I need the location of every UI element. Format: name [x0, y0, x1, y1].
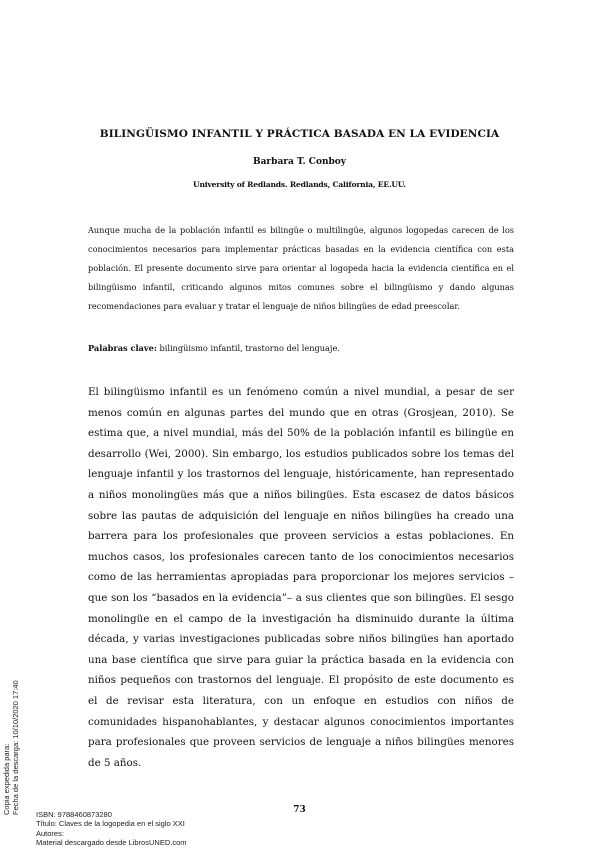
footer-isbn: ISBN: 9788460873280 — [36, 810, 112, 819]
footer-authors: Autores: — [36, 828, 64, 838]
author-affiliation: University of Redlands. Redlands, California, EE.UU. — [193, 180, 406, 189]
keywords-text: bilingüismo infantil, trastorno del lenguaje. — [156, 343, 340, 353]
stamp-line-date: Fecha de la descarga: 10/10/2020 17:40 — [11, 680, 20, 815]
keywords-label: Palabras clave: — [88, 343, 157, 353]
paper-title: BILINGÜISMO INFANTIL Y PRÁCTICA BASADA EN LA EVIDENCIA — [99, 128, 500, 140]
stamp-line-copy: Copia expedida para: — [2, 743, 11, 815]
footer-metadata — [36, 810, 187, 847]
footer-source: Material descargado desde LibrosUNED.com — [36, 837, 187, 847]
keywords — [88, 343, 514, 353]
body-paragraph: El bilingüismo infantil es un fenómeno común a nivel mundial, a pesar de ser menos común en algunas partes del mundo que en otras (Grosjean, 2010). Se estima que, a nivel mundial, más del 50% de la población infantil es bilingüe en desarrollo (Wei, 2000). Sin embargo, los estudios publicados sobre los temas del lenguaje infantil y los trastornos del lenguaje, históricamente, han representado a niños monolingües más que a niños bilingües. Esta escasez de datos básicos sobre las pautas de adquisición del lenguaje en niños bilingües ha creado una barrera para los profesionales que proveen servicios a estas poblaciones. En muchos casos, los profesionales carecen tanto de los conocimientos necesarios como de las herramientas apropiadas para proporcionar los mejores servicios –que son los “basados en la evidencia”– a sus clientes que son bilingües. El sesgo monolingüe en el campo de la investigación ha disminuido durante la última década, y varias investigaciones publicadas sobre niños bilingües han aportado una base científica que sirve para guiar la práctica basada en la evidencia con niños pequeños con trastornos del lenguaje. El propósito de este documento es el de revisar esta literatura, con un enfoque en estudios con niños de comunidades hispanohablantes, y destacar algunos conocimientos importantes para profesionales que proveen servicios de lenguaje a niños bilingües menores de 5 años. — [88, 386, 514, 769]
download-stamp — [2, 590, 32, 815]
footer-title: Título: Claves de la logopedia en el siglo XXI — [36, 819, 185, 829]
abstract: Aunque mucha de la población infantil es bilingüe o multilingüe, algunos logopedas carecen de los conocimientos necesarios para implementar prácticas basadas en la evidencia científica con esta población. El presente documento sirve para orientar al logopeda hacia la evidencia científica en el bilingüismo infantil, criticando algunos mitos comunes sobre el bilingüismo y dando algunas recomendaciones para evaluar y tratar el lenguaje de niños bilingües de edad preescolar. — [88, 225, 514, 311]
author-name: Barbara T. Conboy — [252, 157, 347, 167]
page-number: 73 — [293, 805, 306, 815]
